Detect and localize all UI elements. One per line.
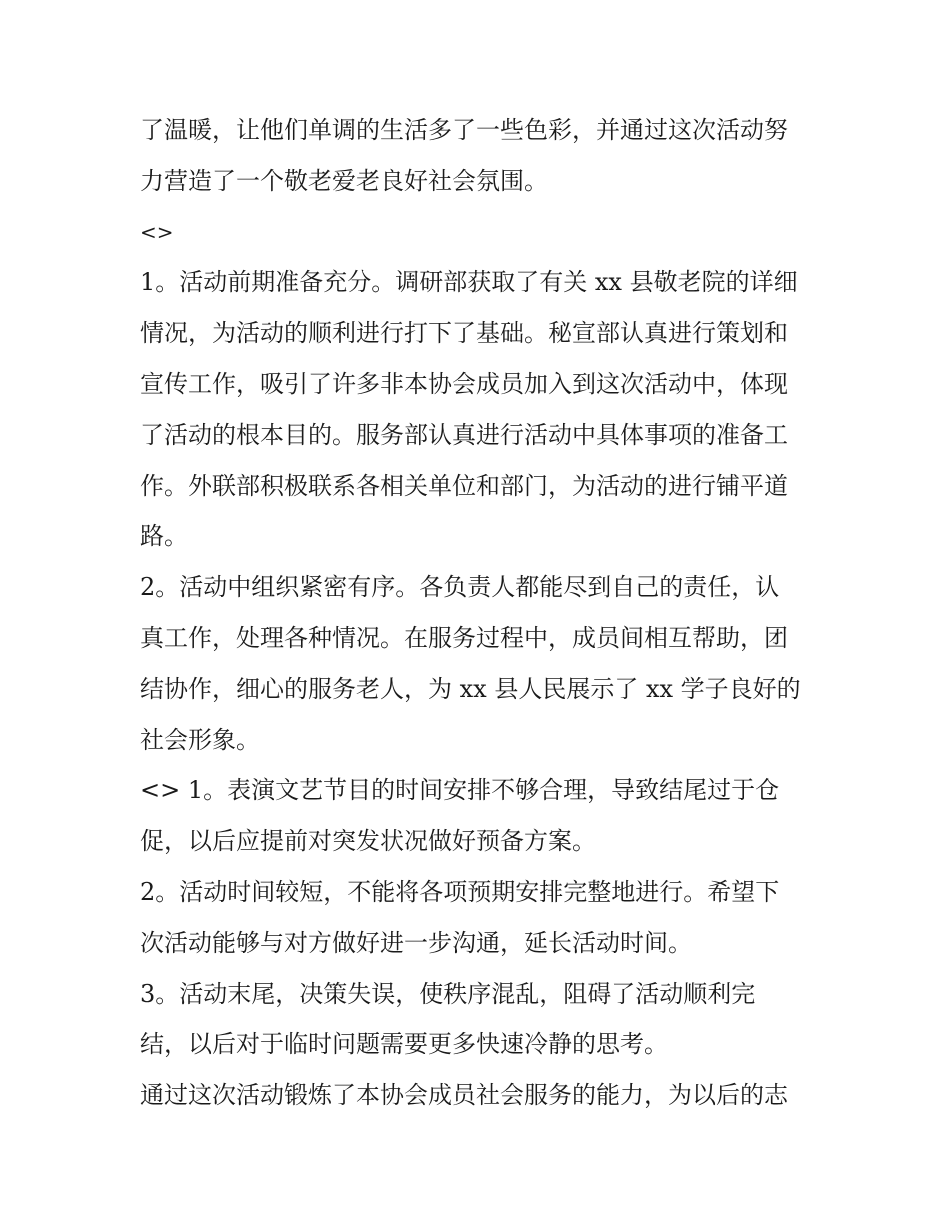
- document-page: [140, 105, 830, 1121]
- text-line: <> 1。表演文艺节目的时间安排不够合理，导致结尾过于仓: [140, 776, 780, 805]
- text-line: 了活动的根本目的。服务部认真进行活动中具体事项的准备工: [140, 420, 788, 449]
- text-line: 结，以后对于临时问题需要更多快速冷静的思考。: [140, 1030, 668, 1059]
- text-line: 2。活动中组织紧密有序。各负责人都能尽到自己的责任，认: [140, 573, 780, 602]
- text-line: 1。活动前期准备充分。调研部获取了有关 xx 县敬老院的详细: [140, 268, 798, 297]
- text-line: 通过这次活动锻炼了本协会成员社会服务的能力，为以后的志: [140, 1081, 788, 1110]
- text-line: 情况，为活动的顺利进行打下了基础。秘宣部认真进行策划和: [140, 319, 788, 348]
- text-line: 路。: [140, 522, 188, 551]
- text-line: 2。活动时间较短，不能将各项预期安排完整地进行。希望下: [140, 877, 780, 906]
- text-line: 宣传工作，吸引了许多非本协会成员加入到这次活动中，体现: [140, 369, 788, 398]
- text-line: 促，以后应提前对突发状况做好预备方案。: [140, 827, 596, 856]
- text-line: 力营造了一个敬老爱老良好社会氛围。: [140, 166, 548, 195]
- text-line: 社会形象。: [140, 725, 260, 754]
- text-line: 结协作，细心的服务老人，为 xx 县人民展示了 xx 学子良好的: [140, 674, 801, 703]
- text-line: 了温暖，让他们单调的生活多了一些色彩，并通过这次活动努: [140, 116, 788, 144]
- text-line: 真工作，处理各种情况。在服务过程中，成员间相互帮助，团: [140, 623, 788, 652]
- text-line: 作。外联部积极联系各相关单位和部门，为活动的进行铺平道: [140, 471, 788, 500]
- text-line: 3。活动末尾，决策失误，使秩序混乱，阻碍了活动顺利完: [140, 979, 756, 1008]
- text-line: <>: [140, 219, 174, 244]
- text-line: 次活动能够与对方做好进一步沟通，延长活动时间。: [140, 928, 692, 957]
